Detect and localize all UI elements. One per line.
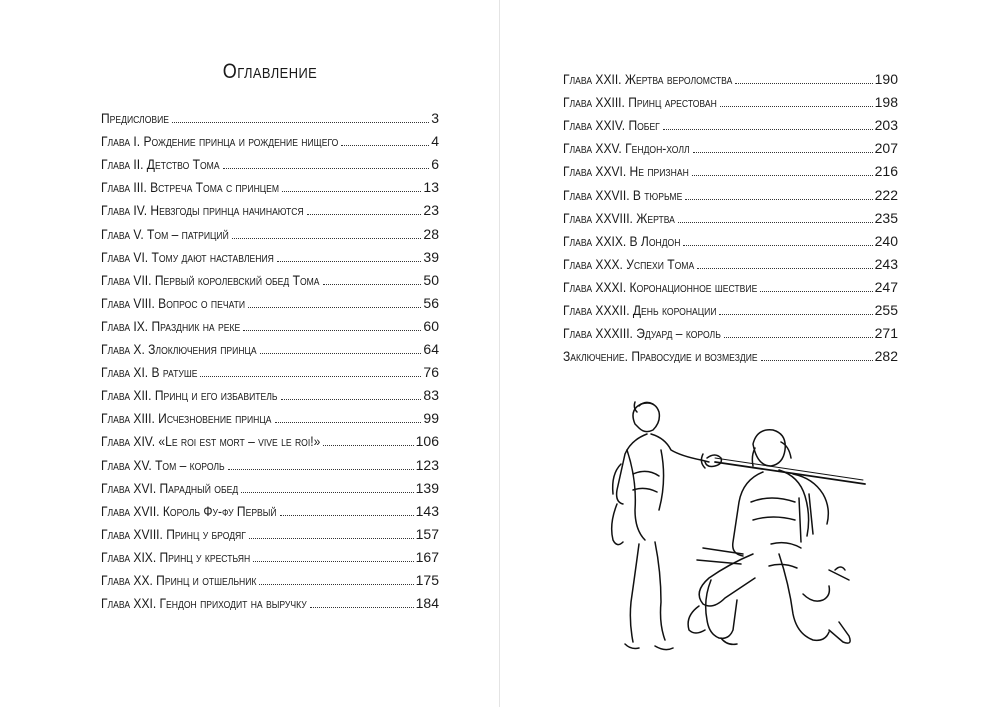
- toc-entry-title: Предисловие: [101, 110, 170, 127]
- toc-entry: [101, 449, 439, 472]
- toc-entry-page: 56: [423, 294, 439, 311]
- toc-entry-page: 76: [423, 364, 439, 381]
- toc-entry-page: 222: [874, 186, 898, 203]
- toc-entry-page: 190: [874, 71, 898, 88]
- toc-entry-title: Глава XXX. Успехи Тома: [563, 255, 695, 272]
- toc-entry: [101, 542, 439, 565]
- toc-entry-title: Глава XVIII. Принц у бродяг: [101, 525, 246, 542]
- toc-entry-page: 198: [874, 94, 898, 111]
- toc-entry-title: Глава XXIV. Побег: [563, 117, 660, 134]
- toc-entry-page: 157: [415, 525, 439, 542]
- toc-dot-leader: [282, 191, 421, 192]
- toc-dot-leader: [228, 469, 414, 470]
- toc-entry-page: 139: [415, 479, 439, 496]
- toc-entry: [563, 87, 898, 110]
- toc-entry-title: Глава XXVII. В тюрьме: [563, 186, 683, 203]
- toc-entry-page: 247: [874, 278, 898, 295]
- toc-entry: [563, 110, 898, 133]
- left-page: [0, 0, 499, 707]
- toc-dot-leader: [172, 122, 429, 123]
- toc-entry-page: 243: [874, 255, 898, 272]
- toc-entry: [101, 334, 439, 357]
- toc-entry: [563, 341, 898, 364]
- toc-dot-leader: [761, 360, 873, 361]
- toc-entry-title: Глава XXV. Гендон-холл: [563, 140, 690, 157]
- toc-entry: [101, 496, 439, 519]
- toc-dot-leader: [253, 561, 413, 562]
- toc-entry-page: 282: [874, 348, 898, 365]
- toc-entry-title: Глава I. Рождение принца и рождение нищего: [101, 133, 339, 150]
- toc-dot-leader: [249, 538, 414, 539]
- toc-entry-page: 240: [874, 232, 898, 249]
- toc-entry-title: Глава VIII. Вопрос о печати: [101, 294, 246, 311]
- toc-entry: [563, 318, 898, 341]
- toc-entry: [101, 380, 439, 403]
- toc-entry-title: Глава IV. Невзгоды принца начинаются: [101, 202, 304, 219]
- toc-entry-title: Глава XXIII. Принц арестован: [563, 94, 717, 111]
- toc-entry-title: Глава XVII. Король Фу-фу Первый: [101, 502, 277, 519]
- toc-entry: [101, 473, 439, 496]
- toc-dot-leader: [323, 445, 413, 446]
- toc-entry: [101, 588, 439, 611]
- toc-entry-title: Глава II. Детство Тома: [101, 156, 220, 173]
- toc-entry: [101, 265, 439, 288]
- toc-entry: [563, 295, 898, 318]
- toc-entry-title: Глава XXI. Гендон приходит на выручку: [101, 595, 307, 612]
- toc-entry-page: 167: [415, 548, 439, 565]
- toc-dot-leader: [223, 168, 430, 169]
- toc-dot-leader: [310, 607, 414, 608]
- toc-entry-title: Глава X. Злоключения принца: [101, 341, 257, 358]
- toc-entry: [101, 357, 439, 380]
- toc-entry-page: 123: [415, 456, 439, 473]
- toc-entry: [563, 133, 898, 156]
- toc-entry-title: Глава XV. Том – король: [101, 456, 225, 473]
- toc-entry-title: Глава III. Встреча Тома с принцем: [101, 179, 280, 196]
- toc-dot-leader: [275, 422, 422, 423]
- toc-entry-title: Глава XXIX. В Лондон: [563, 232, 681, 249]
- toc-entry-title: Глава XXVI. Не признан: [563, 163, 689, 180]
- toc-entry: [101, 218, 439, 241]
- toc-entry-title: Глава XIX. Принц у крестьян: [101, 548, 251, 565]
- toc-entry: [101, 126, 439, 149]
- toc-dot-leader: [259, 584, 413, 585]
- toc-dot-leader: [735, 83, 872, 84]
- toc-entry: [563, 179, 898, 202]
- sword: [701, 454, 865, 484]
- toc-entry-page: 143: [415, 502, 439, 519]
- toc-dot-leader: [683, 245, 872, 246]
- kneeling-figure: [688, 430, 850, 645]
- toc-entry-title: Глава IX. Праздник на реке: [101, 317, 241, 334]
- toc-entry-page: 3: [431, 110, 439, 127]
- toc-dot-leader: [760, 291, 872, 292]
- toc-dot-leader: [323, 284, 422, 285]
- toc-dot-leader: [697, 268, 872, 269]
- toc-entry-title: Заключение. Правосудие и возмездие: [563, 348, 758, 365]
- toc-entry-title: Глава XXXII. День коронации: [563, 302, 717, 319]
- toc-entry: [563, 249, 898, 272]
- toc-entry: [101, 565, 439, 588]
- toc-entry-title: Глава XIV. «Le roi est mort – vive le roi!»: [101, 433, 321, 450]
- toc-entry: [101, 288, 439, 311]
- toc-entry-page: 106: [415, 433, 439, 450]
- toc-entry: [101, 426, 439, 449]
- toc-dot-leader: [307, 214, 422, 215]
- toc-dot-leader: [232, 238, 422, 239]
- toc-entry-title: Глава XXXI. Коронационное шествие: [563, 278, 758, 295]
- toc-entry-page: 39: [423, 248, 439, 265]
- toc-entry-page: 64: [423, 341, 439, 358]
- toc-entry-page: 216: [874, 163, 898, 180]
- toc-dot-leader: [241, 492, 414, 493]
- toc-entry: [101, 172, 439, 195]
- toc-entry-title: Глава XX. Принц и отшельник: [101, 571, 257, 588]
- toc-dot-leader: [719, 314, 872, 315]
- toc-dot-leader: [341, 145, 429, 146]
- toc-dot-leader: [678, 222, 873, 223]
- toc-entry-title: Глава VI. Тому дают наставления: [101, 248, 274, 265]
- toc-dot-leader: [277, 261, 422, 262]
- toc-dot-leader: [693, 152, 873, 153]
- toc-entry: [101, 242, 439, 265]
- toc-dot-leader: [720, 106, 873, 107]
- toc-entry: [101, 403, 439, 426]
- toc-list-left: [101, 103, 439, 611]
- toc-entry-page: 83: [423, 387, 439, 404]
- toc-entry: [101, 103, 439, 126]
- toc-entry: [563, 64, 898, 87]
- toc-dot-leader: [724, 337, 873, 338]
- toc-entry-page: 271: [874, 325, 898, 342]
- toc-entry-page: 4: [431, 133, 439, 150]
- toc-dot-leader: [692, 175, 873, 176]
- toc-entry: [101, 519, 439, 542]
- toc-dot-leader: [281, 399, 422, 400]
- toc-dot-leader: [243, 330, 421, 331]
- toc-dot-leader: [200, 376, 421, 377]
- right-page: [500, 0, 1000, 707]
- toc-entry-title: Глава XXXIII. Эдуард – король: [563, 325, 721, 342]
- toc-list-right: [563, 64, 898, 364]
- toc-entry-title: Глава V. Том – патриций: [101, 225, 229, 242]
- toc-entry-page: 175: [415, 571, 439, 588]
- toc-entry: [101, 149, 439, 172]
- toc-dot-leader: [280, 515, 414, 516]
- toc-entry: [101, 195, 439, 218]
- toc-entry-title: Глава XII. Принц и его избавитель: [101, 387, 278, 404]
- toc-entry: [563, 203, 898, 226]
- toc-entry: [563, 272, 898, 295]
- toc-entry-page: 255: [874, 302, 898, 319]
- knighting-scene-sketch-icon: [603, 394, 873, 656]
- toc-entry-title: Глава XXVIII. Жертва: [563, 209, 675, 226]
- toc-entry-title: Глава XI. В ратуше: [101, 364, 198, 381]
- toc-dot-leader: [663, 129, 873, 130]
- toc-entry-title: Глава VII. Первый королевский обед Тома: [101, 271, 320, 288]
- toc-entry-page: 207: [874, 140, 898, 157]
- toc-entry: [563, 226, 898, 249]
- toc-entry-page: 60: [423, 317, 439, 334]
- toc-entry-title: Глава XXII. Жертва вероломства: [563, 71, 733, 88]
- toc-entry-page: 203: [874, 117, 898, 134]
- toc-entry-page: 99: [423, 410, 439, 427]
- toc-entry-page: 50: [423, 271, 439, 288]
- toc-title: Оглавление: [222, 60, 318, 83]
- toc-dot-leader: [260, 353, 422, 354]
- toc-entry-page: 13: [423, 179, 439, 196]
- toc-entry: [563, 156, 898, 179]
- toc-entry-page: 6: [431, 156, 439, 173]
- toc-entry-title: Глава XVI. Парадный обед: [101, 479, 239, 496]
- toc-entry-title: Глава XIII. Исчезновение принца: [101, 410, 272, 427]
- toc-dot-leader: [685, 199, 872, 200]
- standing-prince-figure: [612, 402, 722, 650]
- toc-entry-page: 184: [415, 595, 439, 612]
- toc-entry-page: 23: [423, 202, 439, 219]
- toc-entry-page: 235: [874, 209, 898, 226]
- toc-entry: [101, 311, 439, 334]
- toc-entry-page: 28: [423, 225, 439, 242]
- toc-dot-leader: [248, 307, 421, 308]
